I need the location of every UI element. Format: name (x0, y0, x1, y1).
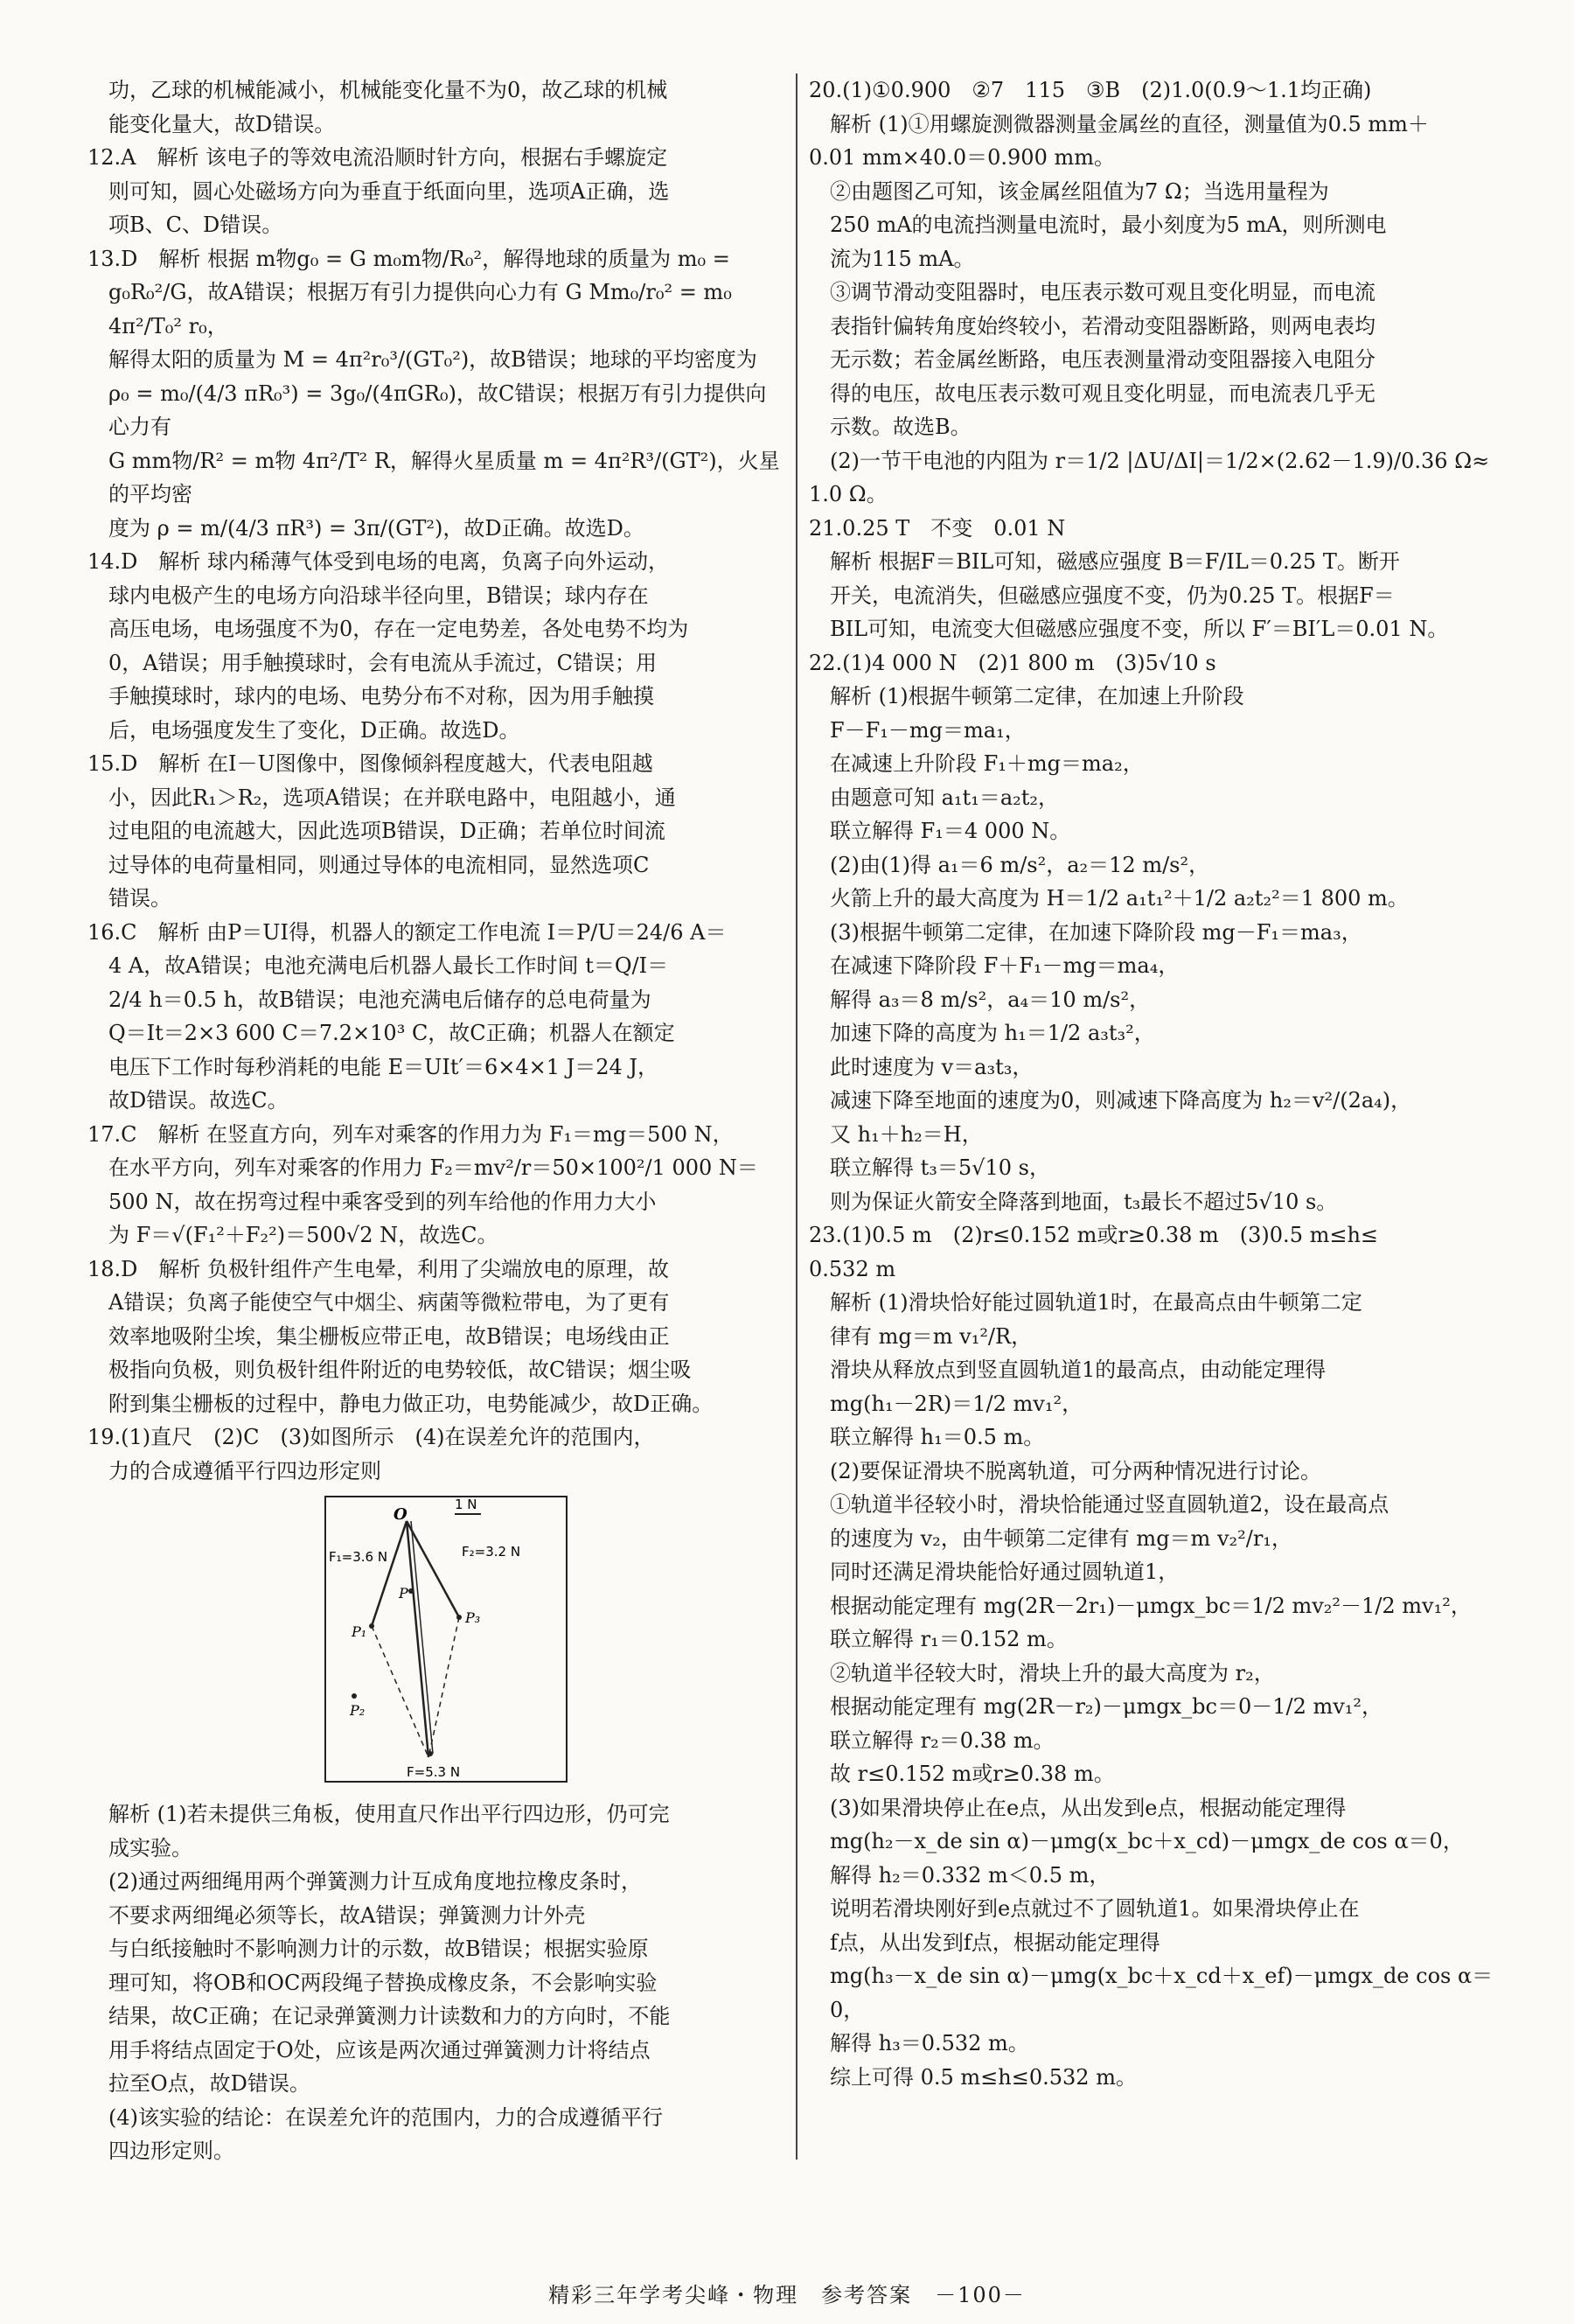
label-F1: F₁=3.6 N (329, 1549, 388, 1565)
text-line: 理可知，将OB和OC两段绳子替换成橡皮条，不会影响实验 (108, 1970, 658, 1995)
text-line: 15.D 解析 在I－U图像中，图像倾斜程度越大，代表电阻越 (87, 751, 653, 776)
text-line: 律有 mg＝m v₁²/R， (830, 1323, 1033, 1349)
column-divider (796, 73, 797, 2160)
text-line: 解得 h₂＝0.332 m＜0.5 m， (830, 1862, 1111, 1888)
text-line: 解得 a₃＝8 m/s²，a₄＝10 m/s²， (830, 987, 1151, 1012)
text-line: 示数。故选B。 (830, 415, 972, 439)
text-line: 解得太阳的质量为 M = 4π²r₀³/(GT₀²)，故B错误；地球的平均密度为 (108, 347, 757, 372)
text-line: 又 h₁＋h₂＝H， (830, 1121, 983, 1147)
text-line: 500 N，故在拐弯过程中乘客受到的列车给他的作用力大小 (108, 1189, 657, 1214)
text-line: mg(h₃－x_de sin α)－μmg(x_bc＋x_cd＋x_ef)－μmgx_de cos α＝0， (830, 1964, 1494, 2022)
text-line: 解得 h₃＝0.532 m。 (830, 2031, 1029, 2055)
text-line: G mm物/R² = m物 4π²/T² R，解得火星质量 m = 4π²R³/(GT²)，火星的平均密 (108, 448, 780, 506)
text-line: 手触摸球时，球内的电场、电势分布不对称，因为用手触摸 (108, 684, 654, 708)
label-P: P (399, 1585, 408, 1602)
text-line: g₀R₀²/G，故A错误；根据万有引力提供向心力有 G Mm₀/r₀² = m₀ 4π²/T₀² r₀， (108, 280, 739, 338)
text-line: 流为115 mA。 (830, 246, 975, 271)
text-line: 同时还满足滑块能恰好通过圆轨道1， (830, 1560, 1180, 1584)
text-line: 火箭上升的最大高度为 H＝1/2 a₁t₁²＋1/2 a₂t₂²＝1 800 m。 (830, 886, 1409, 911)
text-line: 250 mA的电流挡测量电流时，最小刻度为5 mA，则所测电 (830, 213, 1387, 237)
text-line: 在减速上升阶段 F₁＋mg＝ma₂， (830, 751, 1144, 776)
right-column (809, 73, 1500, 2094)
text-line: 功，乙球的机械能减小，机械能变化量不为0，故乙球的机械 (108, 78, 668, 102)
text-line: 说明若滑块刚好到e点就过不了圆轨道1。如果滑块停止在 (830, 1896, 1360, 1921)
text-line: (3)如果滑块停止在e点，从出发到e点，根据动能定理得 (830, 1795, 1347, 1820)
label-P1: P₁ (352, 1623, 367, 1640)
text-line: 度为 ρ = m/(4/3 πR³) = 3π/(GT²)，故D正确。故选D。 (108, 515, 644, 541)
text-line: 解析 (1)①用螺旋测微器测量金属丝的直径，测量值为0.5 mm＋ (830, 111, 1429, 136)
text-line: 22.(1)4 000 N (2)1 800 m (3)5√10 s (809, 650, 1216, 675)
text-line: (2)通过两细绳用两个弹簧测力计互成角度地拉橡皮条时， (108, 1869, 642, 1894)
text-line: 减速下降至地面的速度为0，则减速下降高度为 h₂＝v²/(2a₄)， (830, 1088, 1412, 1113)
text-line: 0，A错误；用手触摸球时，会有电流从手流过，C错误；用 (108, 650, 657, 675)
text-line: 用手将结点固定于O处，应该是两次通过弹簧测力计将结点 (108, 2037, 651, 2062)
text-line: 极指向负极，则负极针组件附近的电势较低，故C错误；烟尘吸 (108, 1357, 692, 1382)
text-line: 故 r≤0.152 m或r≥0.38 m。 (830, 1762, 1115, 1786)
text-line: 在水平方向，列车对乘客的作用力 F₂＝mv²/r＝50×100²/1 000 N＝ (108, 1155, 758, 1180)
label-P3: P₃ (465, 1609, 481, 1626)
text-line: 错误。 (108, 886, 171, 911)
text-line: 16.C 解析 由P＝UI得，机器人的额定工作电流 I＝P/U＝24/6 A＝ (87, 919, 727, 945)
text-line: 小，因此R₁＞R₂，选项A错误；在并联电路中，电阻越小，通 (108, 785, 676, 810)
text-line: 附到集尘栅板的过程中，静电力做正功，电势能减少，故D正确。 (108, 1391, 714, 1416)
text-line: 联立解得 h₁＝0.5 m。 (830, 1425, 1045, 1449)
text-line: 为 F＝√(F₁²＋F₂²)＝500√2 N，故选C。 (108, 1223, 498, 1247)
label-F2: F₂=3.2 N (462, 1544, 521, 1560)
text-line: 过电阻的电流越大，因此选项B错误，D正确；若单位时间流 (108, 819, 665, 843)
text-line: 0.01 mm×40.0＝0.900 mm。 (809, 145, 1115, 170)
text-line: 无示数；若金属丝断路，电压表测量滑动变阻器接入电阻分 (830, 347, 1376, 372)
text-line: 19.(1)直尺 (2)C (3)如图所示 (4)在误差允许的范围内， (87, 1425, 655, 1449)
text-line: 开关，电流消失，但磁感应强度不变，仍为0.25 T。根据F＝ (830, 583, 1395, 608)
text-line: 0.532 m (809, 1256, 896, 1281)
text-line: 17.C 解析 在竖直方向，列车对乘客的作用力为 F₁＝mg＝500 N， (87, 1121, 734, 1147)
text-line: 与白纸接触时不影响测力计的示数，故B错误；根据实验原 (108, 1937, 649, 1961)
text-line: (3)根据牛顿第二定律，在加速下降阶段 mg－F₁＝ma₃， (830, 919, 1362, 945)
text-line: 联立解得 r₂＝0.38 m。 (830, 1727, 1055, 1753)
text-line: BIL可知，电流变大但磁感应强度不变，所以 F′＝BI′L＝0.01 N。 (830, 617, 1449, 641)
text-line: 加速下降的高度为 h₁＝1/2 a₃t₃²， (830, 1021, 1155, 1045)
text-line: 解析 根据F＝BIL可知，磁感应强度 B＝F/IL＝0.25 T。断开 (830, 549, 1400, 574)
text-line: 18.D 解析 负极针组件产生电晕，利用了尖端放电的原理，故 (87, 1256, 670, 1281)
scale-label: 1 N (455, 1497, 477, 1512)
text-line: (2)由(1)得 a₁＝6 m/s²，a₂＝12 m/s²， (830, 852, 1210, 877)
text-line: 综上可得 0.5 m≤h≤0.532 m。 (830, 2064, 1137, 2090)
text-line: 效率地吸附尘埃，集尘栅板应带正电，故B错误；电场线由正 (108, 1323, 670, 1349)
page-footer: 精彩三年学考尖峰・物理 参考答案 －100－ (548, 2283, 1026, 2307)
text-line: 力的合成遵循平行四边形定则 (108, 1458, 381, 1483)
text-line: 解析 (1)根据牛顿第二定律，在加速上升阶段 (830, 684, 1244, 708)
text-line: ②由题图乙可知，该金属丝阻值为7 Ω；当选用量程为 (830, 178, 1329, 204)
text-line: ρ₀ = m₀/(4/3 πR₀³) = 3g₀/(4πGR₀)，故C错误；根据万有引力提供向心力有 (108, 380, 767, 439)
text-line: 13.D 解析 根据 m物g₀ = G m₀m物/R₀²，解得地球的质量为 m₀ = (87, 246, 730, 271)
text-line: 得的电压，故电压表示数可观且变化明显，而电流表几乎无 (830, 380, 1376, 406)
text-line: 1.0 Ω。 (809, 482, 888, 506)
text-line: 滑块从释放点到竖直圆轨道1的最高点，由动能定理得 (830, 1357, 1327, 1382)
text-line: 则为保证火箭安全降落到地面，t₃最长不超过5√10 s。 (830, 1189, 1338, 1214)
force-parallelogram-figure (324, 1495, 568, 1783)
text-line: (2)一节干电池的内阻为 r＝1/2 |ΔU/ΔI|＝1/2×(2.62－1.9)/0.36 Ω≈ (830, 448, 1490, 473)
text-line: 4 A，故A错误；电池充满电后机器人最长工作时间 t＝Q/I＝ (108, 953, 669, 978)
text-line: 后，电场强度发生了变化，D正确。故选D。 (108, 717, 520, 743)
text-line: ③调节滑动变阻器时，电压表示数可观且变化明显，而电流 (830, 280, 1376, 304)
text-line: 12.A 解析 该电子的等效电流沿顺时针方向，根据右手螺旋定 (87, 145, 668, 170)
text-line: 电压下工作时每秒消耗的电能 E＝UIt′＝6×4×1 J＝24 J， (108, 1054, 659, 1079)
text-line: 由题意可知 a₁t₁＝a₂t₂， (830, 785, 1060, 810)
text-line: ②轨道半径较大时，滑块上升的最大高度为 r₂， (830, 1660, 1275, 1685)
text-line: 故D错误。故选C。 (108, 1088, 289, 1113)
text-line: 解析 (1)若未提供三角板，使用直尺作出平行四边形，仍可完 (108, 1802, 670, 1826)
text-line: 能变化量大，故D错误。 (108, 111, 336, 136)
text-line: 23.(1)0.5 m (2)r≤0.152 m或r≥0.38 m (3)0.5 m≤h≤ (809, 1223, 1379, 1247)
text-line: 四边形定则。 (108, 2139, 234, 2163)
text-line: 21.0.25 T 不变 0.01 N (809, 515, 1066, 541)
text-line: 则可知，圆心处磁场方向为垂直于纸面向里，选项A正确，选 (108, 178, 670, 204)
text-line: F－F₁－mg＝ma₁， (830, 717, 1026, 743)
label-P2: P₂ (350, 1702, 366, 1719)
text-line: 表指针偏转角度始终较小，若滑动变阻器断路，则两电表均 (830, 313, 1376, 338)
text-line: 成实验。 (108, 1835, 192, 1860)
text-line: mg(h₂－x_de sin α)－μmg(x_bc＋x_cd)－μmgx_de cos α＝0， (830, 1829, 1464, 1853)
text-line: 高压电场，电场强度不为0，存在一定电势差，各处电势不均为 (108, 617, 689, 641)
text-line: 球内电极产生的电场方向沿球半径向里，B错误；球内存在 (108, 583, 649, 608)
text-line: A错误；负离子能使空气中烟尘、病菌等微粒带电，为了更有 (108, 1290, 670, 1315)
text-line: 在减速下降阶段 F＋F₁－mg＝ma₄， (830, 953, 1180, 978)
text-line: ①轨道半径较小时，滑块恰能通过竖直圆轨道2，设在最高点 (830, 1492, 1389, 1517)
text-line: 20.(1)①0.900 ②7 115 ③B (2)1.0(0.9～1.1均正确) (809, 78, 1372, 102)
text-line: 联立解得 F₁＝4 000 N。 (830, 819, 1071, 843)
text-line: (2)要保证滑块不脱离轨道，可分两种情况进行讨论。 (830, 1458, 1321, 1483)
text-line: 此时速度为 v＝a₃t₃， (830, 1054, 1034, 1079)
text-line: (4)该实验的结论：在误差允许的范围内，力的合成遵循平行 (108, 2104, 663, 2130)
text-line: 根据动能定理有 mg(2R－r₂)－μmgx_bc＝0－1/2 mv₁²， (830, 1694, 1383, 1719)
text-line: mg(h₁－2R)＝1/2 mv₁²， (830, 1391, 1083, 1416)
text-line: 联立解得 r₁＝0.152 m。 (830, 1627, 1068, 1651)
text-line: 项B、C、D错误。 (108, 213, 283, 237)
label-F: F=5.3 N (407, 1764, 461, 1780)
text-line: 根据动能定理有 mg(2R－2r₁)－μmgx_bc＝1/2 mv₂²－1/2 mv₁²， (830, 1593, 1472, 1618)
text-line: 不要求两细绳必须等长，故A错误；弹簧测力计外壳 (108, 1902, 586, 1928)
text-line: 解析 (1)滑块恰好能过圆轨道1时，在最高点由牛顿第二定 (830, 1290, 1362, 1315)
text-line: 2/4 h＝0.5 h，故B错误；电池充满电后储存的总电荷量为 (108, 987, 651, 1012)
text-line: f点，从出发到f点，根据动能定理得 (830, 1930, 1160, 1955)
text-line: 14.D 解析 球内稀薄气体受到电场的电离，负离子向外运动， (87, 549, 670, 574)
text-line: 联立解得 t₃＝5√10 s， (830, 1155, 1050, 1180)
label-O: O (394, 1505, 407, 1524)
text-line: Q＝It＝2×3 600 C＝7.2×10³ C，故C正确；机器人在额定 (108, 1021, 675, 1045)
text-line: 结果，故C正确；在记录弹簧测力计读数和力的方向时，不能 (108, 2004, 671, 2028)
text-line: 过导体的电荷量相同，则通过导体的电流相同，显然选项C (108, 852, 650, 877)
left-column (87, 73, 787, 2168)
text-line: 的速度为 v₂，由牛顿第二定律有 mg＝m v₂²/r₁， (830, 1525, 1292, 1551)
text-line: 拉至O点，故D错误。 (108, 2071, 310, 2096)
